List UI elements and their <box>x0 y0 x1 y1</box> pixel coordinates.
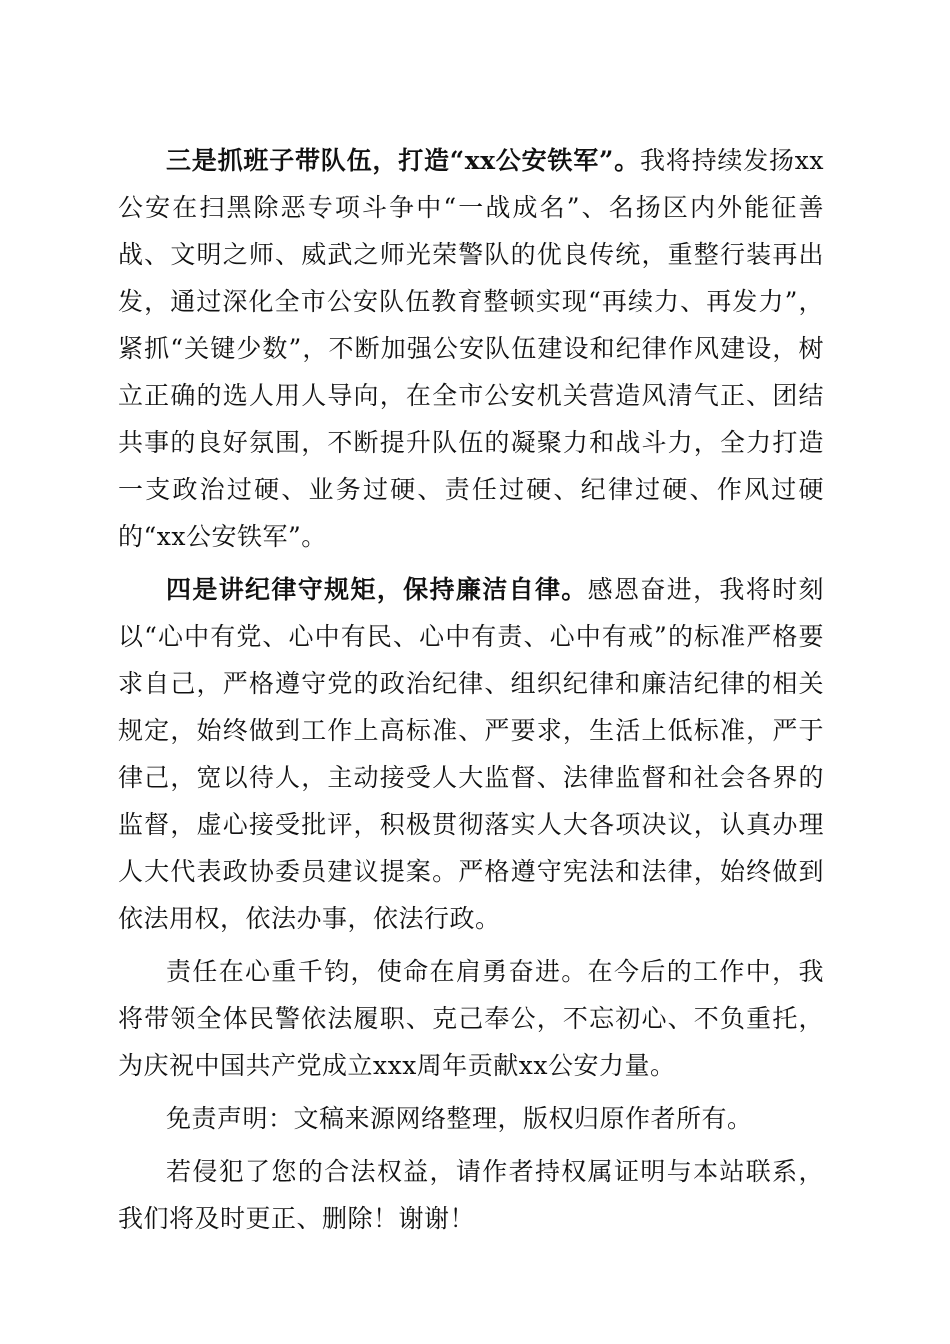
paragraph-text: 责任在心重千钧，使命在肩勇奋进。在今后的工作中，我将带领全体民警依法履职、克己奉公，不忘初心、不负重托，为庆祝中国共产党成立xxx周年贡献xx公安力量。 <box>118 957 824 1080</box>
paragraph-text: 免责声明：文稿来源网络整理，版权归原作者所有。 <box>166 1104 753 1133</box>
paragraph-conclusion <box>118 948 824 1089</box>
paragraph-disclaimer <box>118 1095 824 1142</box>
paragraph-lead: 四是讲纪律守规矩，保持廉洁自律。 <box>166 575 588 604</box>
paragraph-team-building <box>118 137 824 560</box>
paragraph-text: 感恩奋进，我将时刻以“心中有党、心中有民、心中有责、心中有戒”的标准严格要求自己，严格遵守党的政治纪律、组织纪律和廉洁纪律的相关规定，始终做到工作上高标准、严要求，生活上低标准，严于律己，宽以待人，主动接受人大监督、法律监督和社会各界的监督，虚心接受批评，积极贯彻落实人大各项决议，认真办理人大代表政协委员建议提案。严格遵守宪法和法律，始终做到依法用权，依法办事，依法行政。 <box>118 575 824 933</box>
paragraph-discipline <box>118 566 824 942</box>
paragraph-lead: 三是抓班子带队伍，打造“xx公安铁军”。 <box>166 146 640 175</box>
paragraph-text: 我将持续发扬xx公安在扫黑除恶专项斗争中“一战成名”、名扬区内外能征善战、文明之师、威武之师光荣警队的优良传统，重整行装再出发，通过深化全市公安队伍教育整顿实现“再续力、再发力”，紧抓“关键少数”，不断加强公安队伍建设和纪律作风建设，树立正确的选人用人导向，在全市公安机关营造风清气正、团结共事的良好氛围，不断提升队伍的凝聚力和战斗力，全力打造一支政治过硬、业务过硬、责任过硬、纪律过硬、作风过硬的“xx公安铁军”。 <box>118 146 825 551</box>
paragraph-text: 若侵犯了您的合法权益，请作者持权属证明与本站联系，我们将及时更正、删除！谢谢！ <box>118 1157 824 1233</box>
paragraph-contact-notice <box>118 1148 824 1242</box>
document-body <box>118 137 824 1242</box>
